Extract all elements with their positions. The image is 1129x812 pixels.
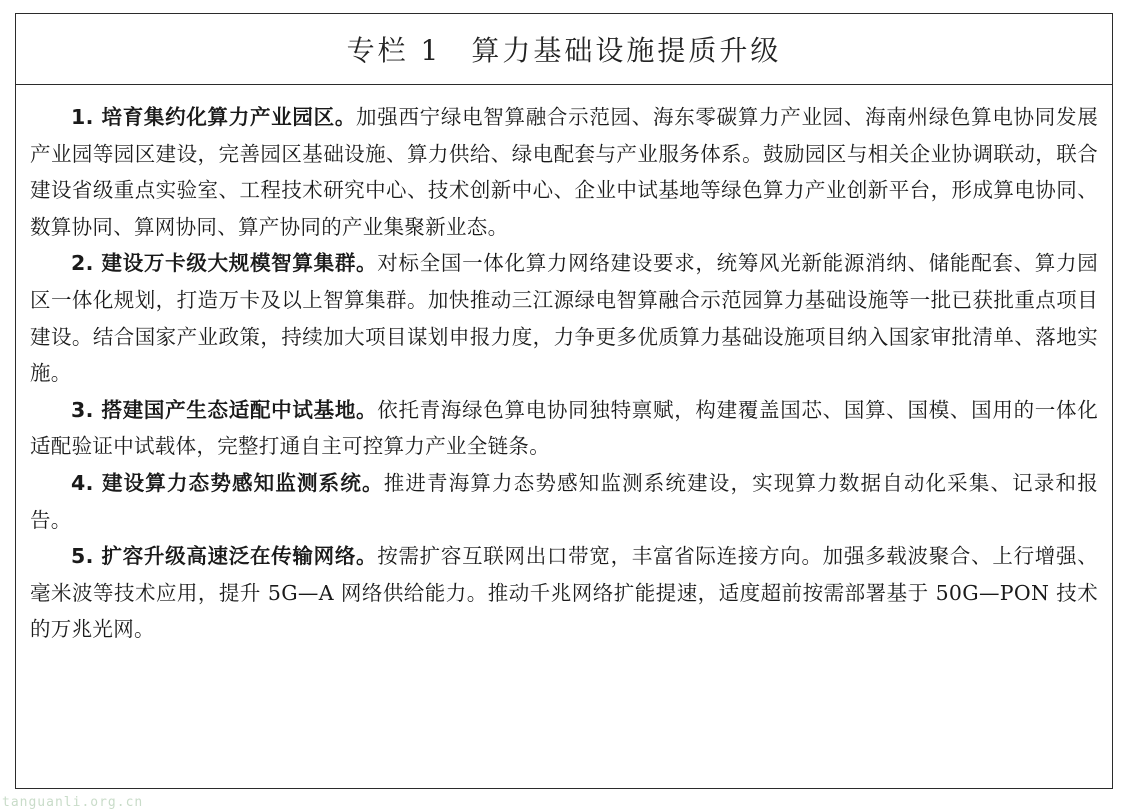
item-heading: 4. 建设算力态势感知监测系统。 [71,470,384,495]
column-box [15,13,1113,789]
item-heading: 1. 培育集约化算力产业园区。 [71,105,357,129]
column-title-text: 算力基础设施提质升级 [471,34,782,67]
column-content [16,85,1112,648]
item-5 [30,538,1098,648]
item-heading: 3. 搭建国产生态适配中试基地。 [71,397,378,422]
item-body: 对标全国一体化算力网络建设要求，统筹风光新能源消纳、储能配套、算力园区一体化规划，打造万卡及以上智算集群。加快推动三江源绿电智算融合示范园算力基础设施等一批已获批重点项目建设。结合国家产业政策，持续加大项目谋划申报力度，力争更多优质算力基础设施项目纳入国家审批清单、落地实施。 [30,251,1098,386]
item-2 [30,245,1098,391]
column-title [16,14,1112,85]
item-heading: 2. 建设万卡级大规模智算集群。 [71,251,378,276]
item-body: 推进青海算力态势感知监测系统建设，实现算力数据自动化采集、记录和报告。 [30,470,1098,532]
item-4 [30,465,1098,538]
watermark: tanguanli.org.cn [2,795,144,810]
item-heading: 5. 扩容升级高速泛在传输网络。 [71,544,378,569]
item-body: 按需扩容互联网出口带宽，丰富省际连接方向。加强多载波聚合、上行增强、毫米波等技术应用，提升 5G—A 网络供给能力。推动千兆网络扩能提速，适度超前按需部署基于 50G—PON 技术的万兆光网。 [30,544,1098,642]
item-3 [30,392,1098,465]
item-1 [30,99,1098,245]
item-body: 加强西宁绿电智算融合示范园、海东零碳算力产业园、海南州绿色算电协同发展产业园等园区建设，完善园区基础设施、算力供给、绿电配套与产业服务体系。鼓励园区与相关企业协调联动，联合建设省级重点实验室、工程技术研究中心、技术创新中心、企业中试基地等绿色算力产业创新平台，形成算电协同、数算协同、算网协同、算产协同的产业集聚新业态。 [30,105,1098,239]
item-body: 依托青海绿色算电协同独特禀赋，构建覆盖国芯、国算、国模、国用的一体化适配验证中试载体，完整打通自主可控算力产业全链条。 [30,397,1098,459]
column-number: 专栏 1 [346,34,442,67]
